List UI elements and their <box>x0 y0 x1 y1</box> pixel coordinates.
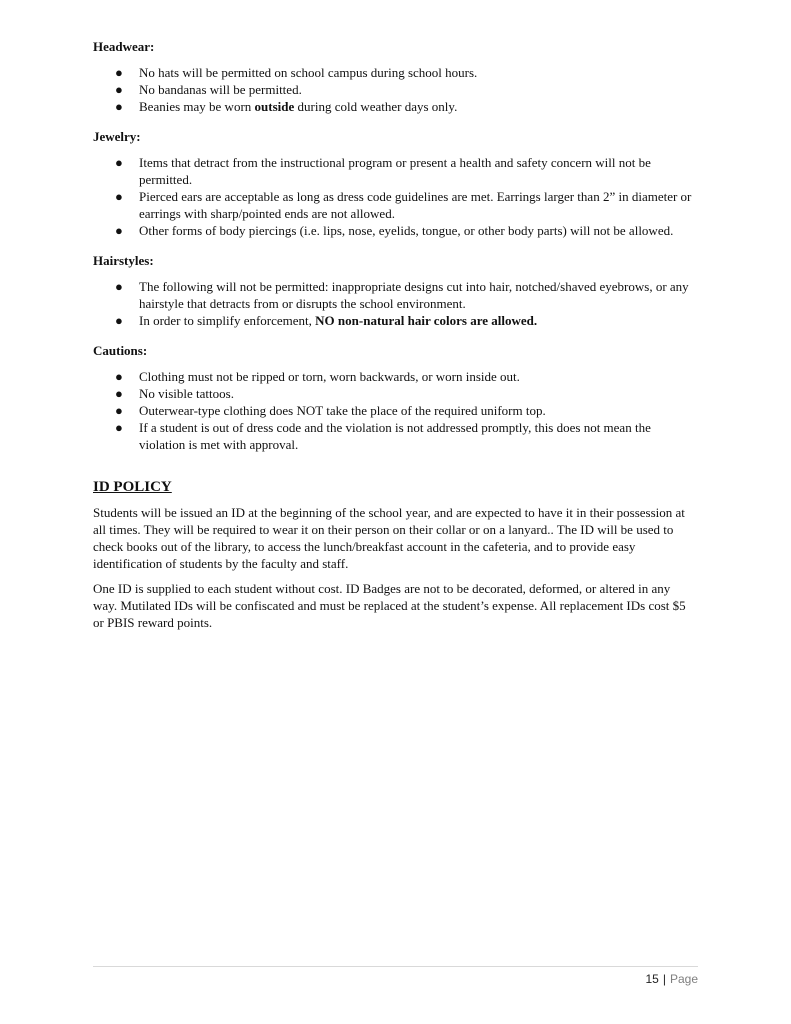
jewelry-list <box>93 154 693 239</box>
headwear-heading: Headwear: <box>93 39 155 54</box>
id-policy-heading: ID POLICY <box>93 479 172 495</box>
page-number: 15 <box>645 972 659 986</box>
bullet-icon: ● <box>115 313 123 328</box>
list-item: ● In order to simplify enforcement, NO non-natural hair colors are allowed. <box>115 313 538 328</box>
bullet-icon: ● <box>115 82 123 97</box>
list-item: ● Outerwear-type clothing does NOT take the place of the required uniform top. <box>115 403 546 418</box>
list-item: ● No hats will be permitted on school campus during school hours. <box>115 65 478 80</box>
page-label: Page <box>669 972 698 986</box>
footer-divider <box>93 966 698 967</box>
list-item: ● Clothing must not be ripped or torn, worn backwards, or worn inside out. <box>115 369 520 384</box>
bullet-icon: ● <box>115 420 123 435</box>
page-footer <box>645 972 698 986</box>
list-item: ● Other forms of body piercings (i.e. lips, nose, eyelids, tongue, or other body parts) will not be allowed. <box>115 223 674 238</box>
emphasis-hair-colors: NO non-natural hair colors are allowed. <box>315 313 538 328</box>
list-item: ● Items that detract from the instructional program or present a health and safety concern will not be permitted. <box>115 155 651 187</box>
list-item: ● No visible tattoos. <box>115 386 234 401</box>
list-item: ● Beanies may be worn outside during cold weather days only. <box>115 99 458 114</box>
list-item: ● No bandanas will be permitted. <box>115 82 302 97</box>
hairstyles-list <box>93 278 693 329</box>
list-item: ● If a student is out of dress code and the violation is not addressed promptly, this does not mean the violation is met with approval. <box>115 420 651 452</box>
bullet-icon: ● <box>115 223 123 238</box>
bullet-icon: ● <box>115 279 123 294</box>
bullet-icon: ● <box>115 189 123 204</box>
headwear-list <box>93 64 693 115</box>
jewelry-heading: Jewelry: <box>93 129 141 144</box>
footer-separator: | <box>662 972 666 986</box>
list-item: ● Pierced ears are acceptable as long as dress code guidelines are met. Earrings larger than 2” in diameter or earrings with sharp/pointed ends are not allowed. <box>115 189 692 221</box>
bullet-icon: ● <box>115 65 123 80</box>
bullet-icon: ● <box>115 99 123 114</box>
emphasis-outside: outside <box>254 99 295 114</box>
cautions-heading: Cautions: <box>93 343 148 358</box>
bullet-icon: ● <box>115 155 123 170</box>
cautions-list <box>93 368 693 453</box>
bullet-icon: ● <box>115 403 123 418</box>
bullet-icon: ● <box>115 369 123 384</box>
id-policy-paragraph-1: Students will be issued an ID at the beginning of the school year, and are expected to have it in their possession at all times. They will be required to wear it on their person on their collar or on a lanyard.. The ID will be used to check books out of the library, to access the lunch/breakfast account in the cafeteria, and to provide easy identification of students by the faculty and staff. <box>93 505 685 571</box>
hairstyles-heading: Hairstyles: <box>93 253 154 268</box>
list-item: ● The following will not be permitted: inappropriate designs cut into hair, notched/shaved eyebrows, or any hairstyle that detracts from or disrupts the school environment. <box>115 279 689 311</box>
page-content <box>93 38 693 639</box>
id-policy-paragraph-2: One ID is supplied to each student without cost. ID Badges are not to be decorated, deformed, or altered in any way. Mutilated IDs will be confiscated and must be replaced at the student’s expense. All replacement IDs cost $5 or PBIS reward points. <box>93 581 686 630</box>
bullet-icon: ● <box>115 386 123 401</box>
